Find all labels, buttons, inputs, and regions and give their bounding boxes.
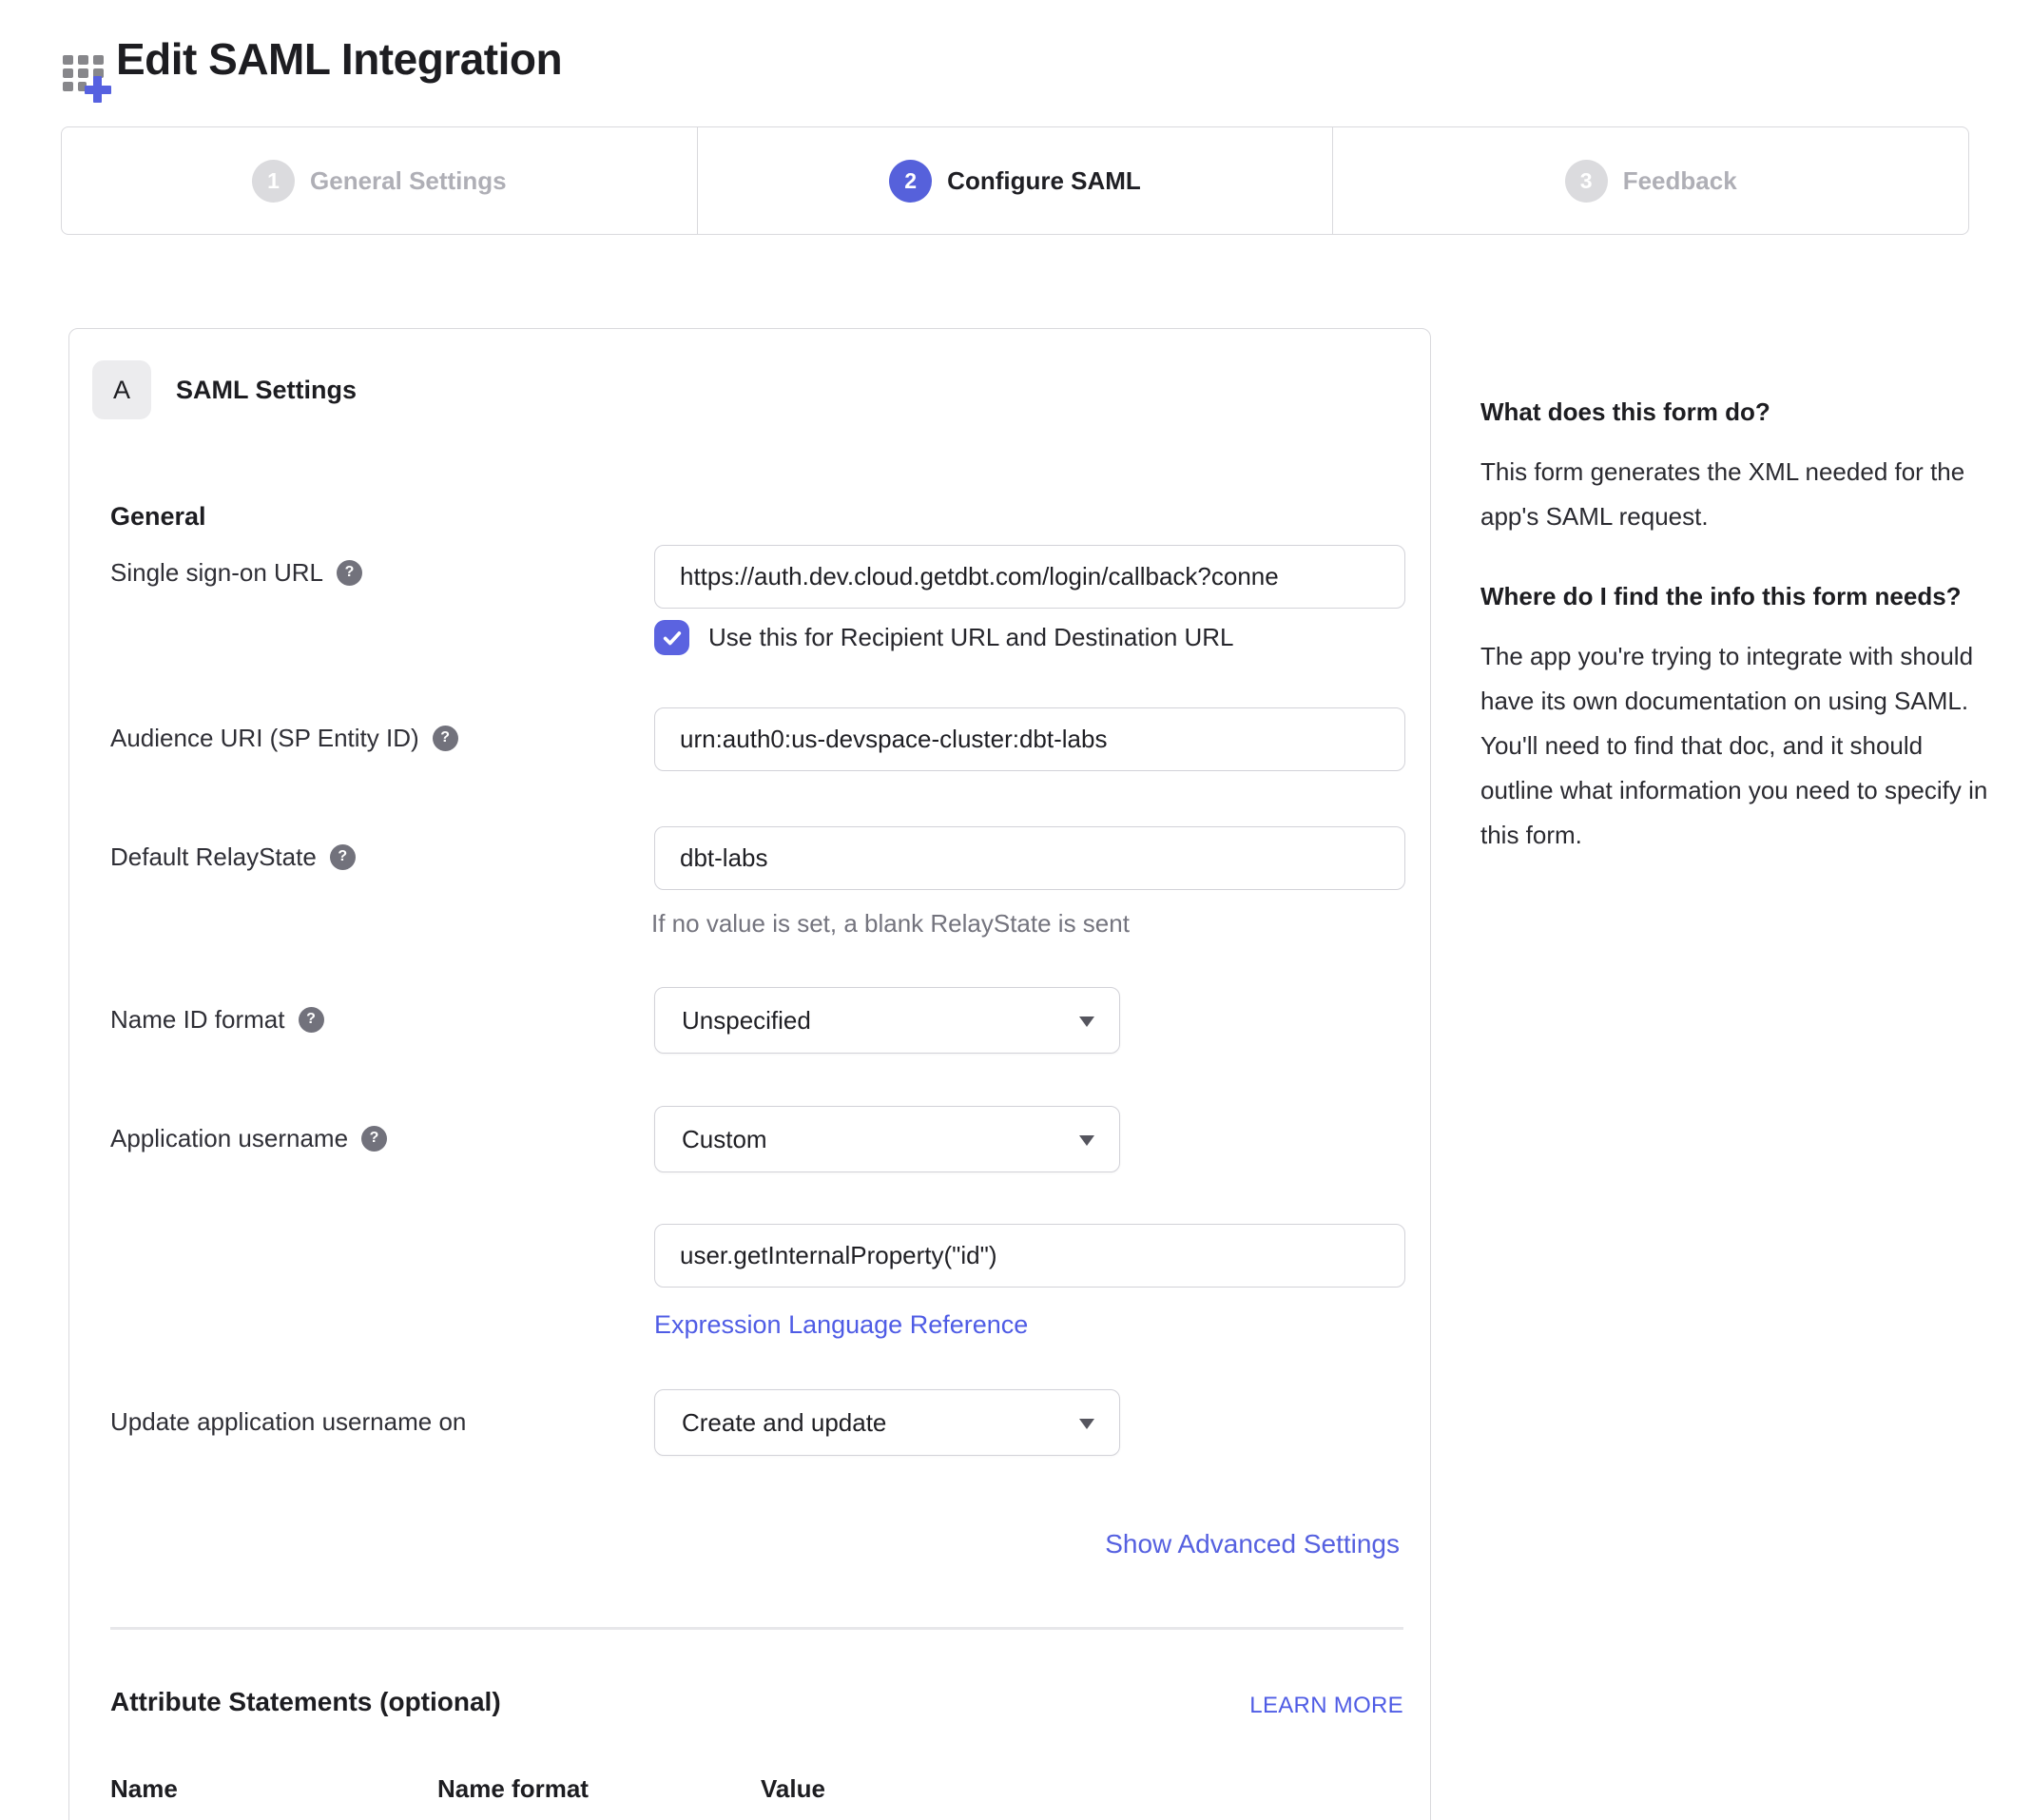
update-username-select[interactable]: Create and update — [654, 1389, 1120, 1456]
sso-url-help-icon[interactable]: ? — [337, 560, 362, 586]
relay-state-label: Default RelayState ? — [110, 840, 356, 874]
help-answer-1: This form generates the XML needed for the app's SAML request. — [1480, 457, 1965, 531]
attribute-statements-title: Attribute Statements (optional) — [110, 1687, 501, 1716]
section-divider — [110, 1627, 1403, 1630]
attr-col-name-format: Name format — [437, 1774, 589, 1803]
help-sidebar — [1480, 395, 1999, 898]
custom-expression-input[interactable]: user.getInternalProperty("id") — [654, 1224, 1405, 1288]
caret-down-icon — [1079, 1419, 1094, 1429]
recipient-url-checkbox-row — [654, 620, 1234, 655]
wizard-steps — [61, 126, 1969, 235]
grid-plus-icon — [61, 42, 116, 103]
attr-col-value: Value — [761, 1774, 825, 1803]
app-username-label: Application username ? — [110, 1121, 387, 1155]
page-title: Edit SAML Integration — [116, 34, 563, 84]
section-a-badge: A — [92, 360, 151, 419]
app-username-help-icon[interactable]: ? — [361, 1126, 387, 1152]
audience-uri-label: Audience URI (SP Entity ID) ? — [110, 721, 458, 755]
section-title: SAML Settings — [176, 375, 358, 404]
name-id-format-label: Name ID format ? — [110, 1002, 324, 1036]
app-username-select[interactable]: Custom — [654, 1106, 1120, 1172]
help-question-1: What does this form do? — [1480, 397, 1770, 426]
step-1-label: General Settings — [310, 165, 507, 195]
relay-state-helper: If no value is set, a blank RelayState is sent — [651, 909, 1130, 938]
attr-col-name: Name — [110, 1774, 178, 1803]
learn-more-link[interactable]: LEARN MORE — [1249, 1693, 1403, 1718]
name-id-format-help-icon[interactable]: ? — [299, 1007, 324, 1033]
wizard-step-general-settings[interactable] — [62, 127, 698, 234]
help-question-2: Where do I find the info this form needs? — [1480, 582, 1962, 610]
page-header — [61, 29, 562, 103]
caret-down-icon — [1079, 1016, 1094, 1027]
sso-url-input[interactable]: https://auth.dev.cloud.getdbt.com/login/callback?conne — [654, 545, 1405, 609]
relay-state-help-icon[interactable]: ? — [330, 844, 356, 870]
wizard-step-feedback[interactable] — [1333, 127, 1968, 234]
step-3-badge: 3 — [1565, 160, 1608, 203]
general-heading: General — [110, 502, 206, 531]
step-1-badge: 1 — [252, 160, 295, 203]
relay-state-input[interactable]: dbt-labs — [654, 826, 1405, 890]
update-username-label: Update application username on — [110, 1407, 467, 1436]
step-3-label: Feedback — [1622, 165, 1737, 195]
audience-uri-input[interactable]: urn:auth0:us-devspace-cluster:dbt-labs — [654, 707, 1405, 771]
expression-language-reference-link[interactable]: Expression Language Reference — [654, 1310, 1029, 1339]
step-2-badge: 2 — [889, 160, 932, 203]
name-id-format-select[interactable]: Unspecified — [654, 987, 1120, 1054]
audience-uri-help-icon[interactable]: ? — [433, 726, 458, 751]
recipient-url-checkbox[interactable] — [654, 620, 689, 655]
help-answer-2: The app you're trying to integrate with should have its own documentation on using SAML. You'll need to find that doc, and it should outline what information you need to specify in this form. — [1480, 642, 1988, 849]
recipient-url-checkbox-label[interactable]: Use this for Recipient URL and Destination URL — [708, 623, 1234, 651]
caret-down-icon — [1079, 1135, 1094, 1146]
step-2-label: Configure SAML — [947, 165, 1141, 195]
sso-url-label: Single sign-on URL ? — [110, 555, 362, 590]
saml-settings-card — [68, 328, 1431, 1820]
wizard-step-configure-saml[interactable] — [698, 127, 1334, 234]
show-advanced-settings-link[interactable]: Show Advanced Settings — [1105, 1529, 1400, 1559]
